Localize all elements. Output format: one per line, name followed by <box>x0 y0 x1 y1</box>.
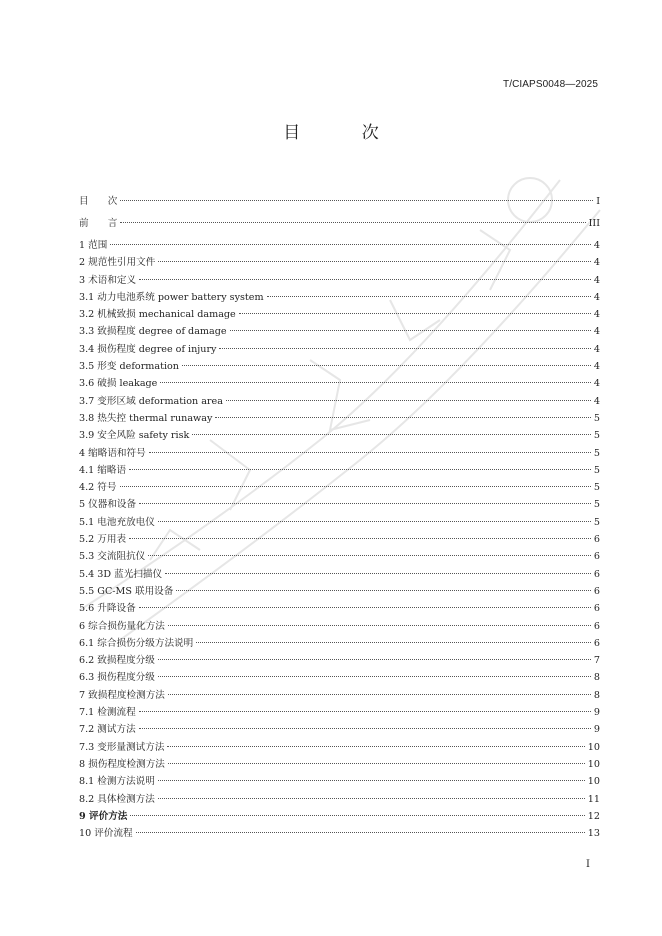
toc-entry-label: 5.6 升降设备 <box>79 603 136 615</box>
page-number: I <box>586 859 590 870</box>
toc-entry[interactable] <box>79 445 600 462</box>
toc-entry-label: 3.2 机械致损 mechanical damage <box>79 309 236 321</box>
toc-entry-label: 8.1 检测方法说明 <box>79 776 155 788</box>
toc-entry-label: 8 损伤程度检测方法 <box>79 758 165 770</box>
toc-entry-page: 4 <box>593 343 600 355</box>
toc-leader-dots <box>168 763 585 764</box>
toc-entry[interactable] <box>79 427 600 444</box>
toc-entry-label: 6.2 致损程度分级 <box>79 655 155 667</box>
toc-entry[interactable] <box>79 808 600 825</box>
toc-entry-page: 10 <box>587 758 600 770</box>
toc-leader-dots <box>158 780 585 781</box>
toc-entry-page: 4 <box>593 361 600 373</box>
toc-entry[interactable] <box>79 739 600 756</box>
toc-entry-label: 3.1 动力电池系统 power battery system <box>79 291 264 303</box>
toc-entry-label: 3.4 损伤程度 degree of injury <box>79 343 217 355</box>
toc-entry[interactable] <box>79 237 600 254</box>
toc-entry-page: 10 <box>587 776 600 788</box>
toc-leader-dots <box>139 728 591 729</box>
toc-leader-dots <box>136 832 585 833</box>
toc-entry-label: 5 仪器和设备 <box>79 499 137 511</box>
toc-entry-label: 10 评价流程 <box>79 828 133 840</box>
toc-entry-page: 5 <box>593 412 600 424</box>
toc-entry[interactable] <box>79 496 600 513</box>
toc-entry-label: 3.7 变形区域 deformation area <box>79 395 223 407</box>
toc-leader-dots <box>219 348 590 349</box>
toc-entry[interactable] <box>79 479 600 496</box>
toc-entry-label: 3.5 形变 deformation <box>79 361 179 373</box>
toc-entry-page: 4 <box>593 309 600 321</box>
toc-entry[interactable] <box>79 254 600 271</box>
toc-entry-page: 5 <box>593 447 600 459</box>
toc-leader-dots <box>176 590 591 591</box>
toc-entry-page: 6 <box>593 637 600 649</box>
toc-leader-dots <box>192 434 591 435</box>
toc-entry[interactable] <box>79 306 600 323</box>
toc-entry[interactable] <box>79 652 600 669</box>
toc-entry[interactable] <box>79 462 600 479</box>
toc-entry[interactable] <box>79 289 600 306</box>
toc-entry-page: 5 <box>593 464 600 476</box>
toc-entry-page: 4 <box>593 326 600 338</box>
toc-leader-dots <box>139 503 591 504</box>
toc-leader-dots <box>165 573 591 574</box>
toc-entry-label: 5.1 电池充放电仪 <box>79 516 155 528</box>
toc-leader-dots <box>120 486 591 487</box>
toc-entry-label: 7.3 变形量测试方法 <box>79 741 165 753</box>
toc-leader-dots <box>139 607 591 608</box>
toc-leader-dots <box>168 625 591 626</box>
toc-leader-dots <box>160 382 591 383</box>
toc-entry-label: 7.2 测试方法 <box>79 724 136 736</box>
toc-entry[interactable] <box>79 635 600 652</box>
toc-leader-dots <box>267 296 591 297</box>
toc-entry[interactable] <box>79 721 600 738</box>
toc-entry[interactable] <box>79 583 600 600</box>
toc-entry[interactable] <box>79 393 600 410</box>
toc-entry[interactable] <box>79 773 600 790</box>
toc-entry-label: 4.1 缩略语 <box>79 464 127 476</box>
toc-entry[interactable] <box>79 323 600 340</box>
toc-entry[interactable] <box>79 566 600 583</box>
toc-entry[interactable] <box>79 704 600 721</box>
toc-leader-dots <box>130 815 584 816</box>
toc-entry[interactable] <box>79 272 600 289</box>
toc-entry[interactable] <box>79 341 600 358</box>
toc-entry-label: 5.4 3D 蓝光扫描仪 <box>79 568 163 580</box>
toc-entry-page: 11 <box>587 793 600 805</box>
toc-entry-label: 6 综合损伤量化方法 <box>79 620 165 632</box>
page-title: 目 次 <box>283 123 407 143</box>
toc-entry-page: III <box>588 218 600 229</box>
toc-leader-dots <box>139 279 591 280</box>
table-of-contents <box>79 193 600 842</box>
toc-entry-label: 6.3 损伤程度分级 <box>79 672 155 684</box>
toc-entry-page: 13 <box>587 828 600 840</box>
toc-entry-label: 1 范围 <box>79 240 108 251</box>
toc-entry-page: 8 <box>593 672 600 684</box>
toc-entry-page: 5 <box>593 430 600 442</box>
toc-leader-dots <box>167 746 584 747</box>
toc-leader-dots <box>148 555 591 556</box>
toc-entry[interactable] <box>79 410 600 427</box>
toc-entry-label: 7.1 检测流程 <box>79 707 136 719</box>
toc-leader-dots <box>226 400 591 401</box>
toc-leader-dots <box>139 711 591 712</box>
toc-entry-label: 目 次 <box>79 196 118 207</box>
toc-entry-label: 2 规范性引用文件 <box>79 257 156 269</box>
toc-entry-label: 4 缩略语和符号 <box>79 447 146 459</box>
toc-entry[interactable] <box>79 791 600 808</box>
toc-leader-dots <box>158 659 591 660</box>
toc-entry[interactable] <box>79 215 600 237</box>
toc-entry-page: 4 <box>593 240 600 251</box>
toc-entry-page: 6 <box>593 603 600 615</box>
toc-leader-dots <box>158 521 591 522</box>
toc-leader-dots <box>149 452 591 453</box>
toc-entry-page: 4 <box>593 257 600 269</box>
toc-entry-label: 7 致损程度检测方法 <box>79 689 165 701</box>
toc-entry[interactable] <box>79 756 600 773</box>
toc-entry-page: 9 <box>593 707 600 719</box>
toc-entry-page: 6 <box>593 620 600 632</box>
toc-entry-label: 3.6 破损 leakage <box>79 378 158 390</box>
toc-entry[interactable] <box>79 618 600 635</box>
toc-leader-dots <box>168 694 591 695</box>
toc-leader-dots <box>158 798 585 799</box>
toc-leader-dots <box>239 313 591 314</box>
toc-entry-page: 6 <box>593 534 600 546</box>
toc-leader-dots <box>196 642 591 643</box>
toc-entry-label: 5.2 万用表 <box>79 534 127 546</box>
toc-entry-label: 8.2 具体检测方法 <box>79 793 155 805</box>
toc-entry-page: 7 <box>593 655 600 667</box>
toc-entry-page: 6 <box>593 551 600 563</box>
toc-entry-label: 3.3 致损程度 degree of damage <box>79 326 227 338</box>
toc-entry-label: 3.8 热失控 thermal runaway <box>79 412 213 424</box>
toc-entry[interactable] <box>79 600 600 617</box>
toc-entry-page: 10 <box>587 741 600 753</box>
toc-entry-label: 3.9 安全风险 safety risk <box>79 430 190 442</box>
toc-leader-dots <box>129 469 591 470</box>
toc-entry-label: 3 术语和定义 <box>79 274 137 286</box>
toc-entry-page: 4 <box>593 291 600 303</box>
toc-entry-page: 5 <box>593 482 600 494</box>
toc-entry-page: 5 <box>593 499 600 511</box>
toc-entry-label: 9 评价方法 <box>79 810 128 822</box>
toc-entry-page: 5 <box>593 516 600 528</box>
toc-leader-dots <box>182 365 591 366</box>
toc-entry-page: 9 <box>593 724 600 736</box>
toc-entry-label: 5.3 交流阻抗仪 <box>79 551 146 563</box>
toc-entry[interactable] <box>79 531 600 548</box>
toc-entry[interactable] <box>79 687 600 704</box>
toc-leader-dots <box>110 244 591 245</box>
toc-leader-dots <box>120 222 585 223</box>
toc-entry-page: 8 <box>593 689 600 701</box>
toc-entry[interactable] <box>79 514 600 531</box>
toc-entry[interactable] <box>79 669 600 686</box>
toc-entry-label: 5.5 GC-MS 联用设备 <box>79 585 174 597</box>
toc-entry-page: 4 <box>593 378 600 390</box>
toc-leader-dots <box>158 261 591 262</box>
toc-entry-label: 6.1 综合损伤分级方法说明 <box>79 637 194 649</box>
toc-entry[interactable] <box>79 825 600 842</box>
toc-entry-page: 6 <box>593 568 600 580</box>
toc-entry-page: 6 <box>593 585 600 597</box>
toc-leader-dots <box>158 676 591 677</box>
toc-entry[interactable] <box>79 548 600 565</box>
toc-entry-page: 12 <box>587 810 600 822</box>
document-code: T/CIAPS0048—2025 <box>503 79 598 90</box>
toc-entry-page: I <box>596 196 600 207</box>
toc-leader-dots <box>215 417 591 418</box>
toc-leader-dots <box>120 200 593 201</box>
toc-entry[interactable] <box>79 375 600 392</box>
toc-entry[interactable] <box>79 358 600 375</box>
toc-entry-page: 4 <box>593 395 600 407</box>
toc-leader-dots <box>129 538 591 539</box>
toc-leader-dots <box>230 330 591 331</box>
toc-entry-page: 4 <box>593 274 600 286</box>
toc-entry-label: 4.2 符号 <box>79 482 117 494</box>
toc-entry-label: 前 言 <box>79 218 118 229</box>
toc-entry[interactable] <box>79 193 600 215</box>
